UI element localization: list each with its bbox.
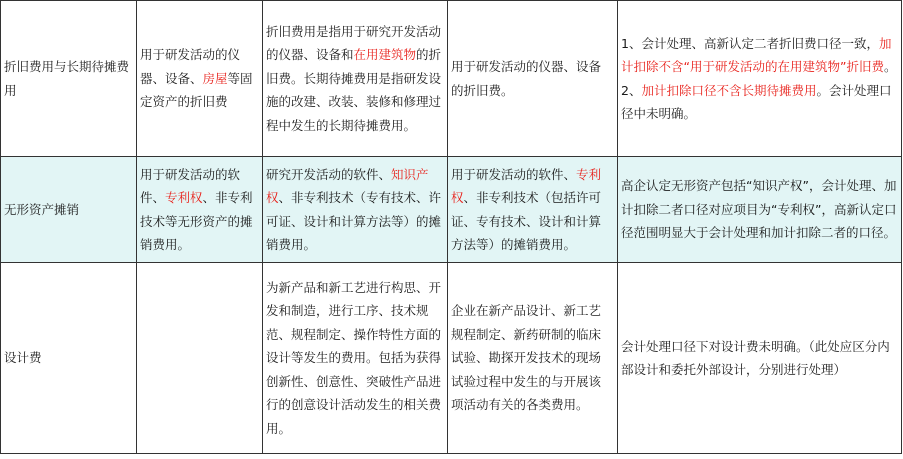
row-item-label: 设计费	[1, 263, 137, 454]
highlight-text: 专利权	[451, 166, 602, 205]
cell-text: 折旧费用是指用于研究开发活动的仪器、设备和	[266, 23, 442, 63]
highlight-text: 知识产权	[266, 166, 429, 205]
cell-col5	[618, 157, 902, 263]
cell-text: 等固定资产的折旧费	[140, 70, 253, 110]
highlight-text: 加计扣除口径不含长期待摊费用	[641, 82, 817, 98]
cell-text: 1、会计处理、高新认定二者折旧费口径一致，	[621, 35, 879, 51]
cell-text: 用于研发活动的软件、	[140, 166, 241, 205]
cell-text: 的折旧费。长期待摊费用是指研发设施的改建、改装、装修和修理过程中发生的长期待摊费用。	[266, 47, 442, 133]
cell-text: 用于研发活动的软件、	[451, 166, 577, 182]
cell-col2	[137, 157, 263, 263]
cell-col3	[263, 1, 448, 157]
cell-text: 用于研发活动的仪器、设备、	[140, 47, 241, 86]
highlight-text: 专利权	[165, 190, 203, 205]
table-row-design-fee	[1, 263, 902, 454]
table-row-intangible-amortization	[1, 157, 902, 263]
row-item-label: 无形资产摊销	[1, 157, 137, 263]
cell-text: 企业在新产品设计、新工艺规程制定、新药研制的临床试验、勘探开发技术的现场试验过程中发生的与开展该项活动有关的各类费用。	[451, 303, 602, 413]
row-item-label: 折旧费用与长期待摊费用	[1, 1, 137, 157]
table-row-depreciation	[1, 1, 902, 157]
cell-col3	[263, 263, 448, 454]
cell-text: 、非专利技术（包括许可证、专有技术、设计和计算方法等）的摊销费用。	[451, 190, 602, 252]
cell-col4	[448, 1, 618, 157]
cell-text: 用于研发活动的仪器、设备的折旧费。	[451, 59, 602, 98]
cell-text: 。会计处理口径中未明确。	[621, 82, 892, 121]
cell-text: 为新产品和新工艺进行构思、开发和制造，进行工序、技术规范、规程制定、操作特性方面的设计等发生的费用。包括为获得创新性、创意性、突破性产品进行的创意设计活动发生的相关费用。	[266, 279, 442, 436]
highlight-text: 加计扣除不含“用于研发活动的在用建筑物”折旧费	[621, 35, 892, 74]
cell-text: 会计处理口径下对设计费未明确。（此处应区分内部设计和委托外部设计，分别进行处理）	[621, 338, 890, 377]
cell-text: 。2、	[621, 59, 897, 98]
cell-col2	[137, 1, 263, 157]
cell-col4	[448, 157, 618, 263]
cell-text: 、非专利技术等无形资产的摊销费用。	[140, 190, 253, 252]
highlight-text: 房屋	[202, 70, 228, 86]
cell-text: 、非专利技术（专有技术、许可证、设计和计算方法等）的摊销费用。	[266, 190, 442, 252]
cell-col5	[618, 1, 902, 157]
highlight-text: 在用建筑物	[353, 47, 417, 63]
cell-col4	[448, 263, 618, 454]
cell-text: 研究开发活动的软件、	[266, 166, 392, 182]
cell-col3	[263, 157, 448, 263]
cell-col5	[618, 263, 902, 454]
cell-text: 高企认定无形资产包括“知识产权”，会计处理、加计扣除二者口径对应项目为“专利权”，高新认定口径范围明显大于会计处理和加计扣除二者的口径。	[621, 178, 897, 241]
cell-col2	[137, 263, 263, 454]
